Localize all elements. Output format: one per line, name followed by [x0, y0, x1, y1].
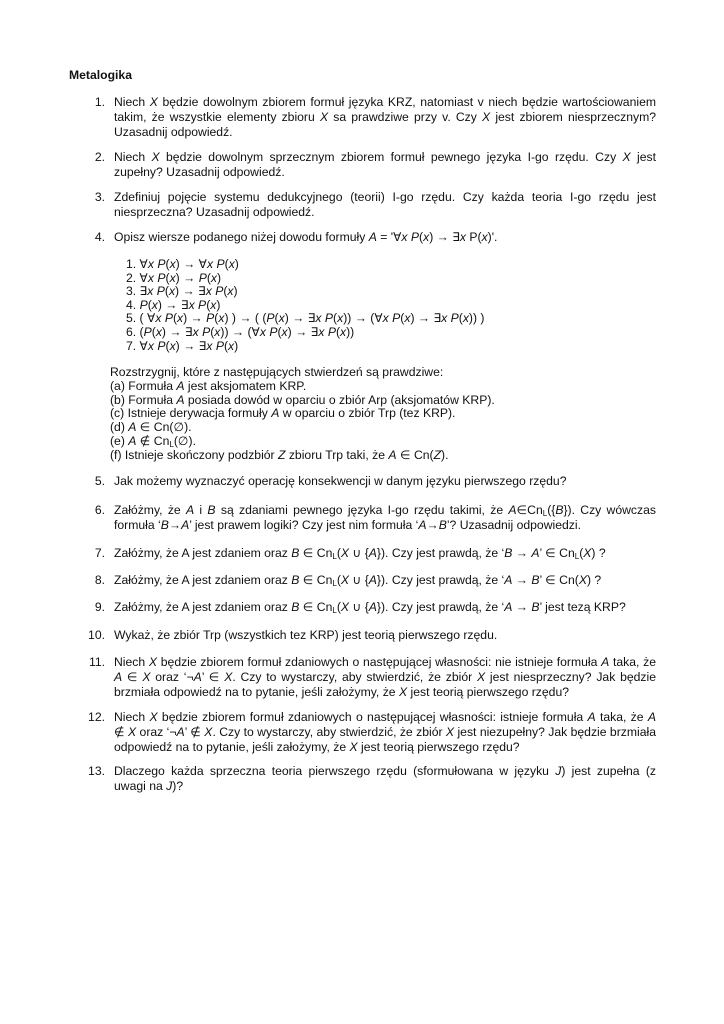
question-text: Dlaczego każda sprzeczna teoria pierwszego rzędu (sformułowana w języku J) jest zupełna (z uwagi na J)? [114, 764, 656, 794]
page-title: Metalogika [69, 68, 132, 82]
options-intro: Rozstrzygnij, które z następujących stwierdzeń są prawdziwe: [110, 365, 444, 379]
question-2 [69, 150, 656, 180]
question-text: Zdefiniuj pojęcie systemu dedukcyjnego (teorii) I-go rzędu. Czy każda teoria I-go rzędu jest niesprzeczna? Uzasadnij odpowiedź. [114, 190, 656, 220]
proof-steps [126, 258, 484, 353]
proof-step: 7. ∀x P(x) → ∃x P(x) [126, 338, 239, 353]
option-item: (c) Istnieje derywacja formuły A w oparciu o zbiór Trp (tez KRP). [110, 406, 456, 421]
question-10 [69, 628, 656, 643]
question-text: Niech X będzie dowolnym sprzecznym zbiorem formuł pewnego języka I-go rzędu. Czy X jest zupełny? Uzasadnij odpowiedź. [114, 150, 656, 180]
question-1 [69, 95, 656, 141]
question-number: 13. [88, 764, 105, 778]
question-5 [69, 474, 656, 489]
proof-step: 1. ∀x P(x) → ∀x P(x) [126, 257, 239, 271]
option-item: (e) A ∉ $Cn_L(\emptyset)$. [110, 433, 196, 449]
option-item: (d) A ∈ Cn(∅). [110, 420, 192, 435]
question-12 [69, 710, 656, 756]
question-13 [69, 764, 656, 794]
question-number: 4. [94, 230, 105, 244]
question-4 [69, 230, 656, 245]
question-number: 10. [88, 628, 105, 642]
question-number: 6. [94, 503, 105, 517]
question-text: Niech X będzie dowolnym zbiorem formuł języka KRZ, natomiast v niech będzie wartościowaniem takim, że wszystkie elementy zbioru X sa prawdziwe przy v. Czy X jest zbiorem niesprzecznym? Uzasadnij odpowiedź. [114, 95, 657, 140]
question-text: Wykaż, że zbiór Trp (wszystkich tez KRP) jest teorią pierwszego rzędu. [114, 628, 498, 642]
proof-step: 5. ( ∀x P(x) → P(x) ) → ( (P(x) → ∃x P(x)) → (∀x P(x) → ∃x P(x)) ) [126, 311, 485, 326]
question-text: Załóżmy, że A jest zdaniem oraz B ∈ $Cn_L(X$ ∪ {A}). Czy jest prawdą, że ‘A → B’ ∈ Cn(X) ? [114, 573, 602, 588]
question-number: 11. [88, 655, 105, 669]
question-text: Załóżmy, że A i B są zdaniami pewnego języka I-go rzędu takimi, że $A\in Cn_L(\{B\})$. Czy wówczas formuła ‘B→A’ jest prawem logiki? Czy jest nim formuła ‘A→B’? Uzasadnij odpowiedzi. [114, 503, 656, 533]
question-number: 3. [94, 190, 105, 204]
question-text: Załóżmy, że A jest zdaniem oraz B ∈ $Cn_L(X$ ∪ {A}). Czy jest prawdą, że ‘B → A’ ∈ $Cn_L(X)$ ? [114, 546, 606, 561]
question-number: 2. [94, 150, 105, 164]
question-number: 1. [94, 95, 105, 109]
question-number: 5. [94, 474, 105, 488]
question-text: Niech X będzie zbiorem formuł zdaniowych o następującej własności: istnieje formuła A taka, że A ∉ X oraz ‘¬A’ ∉ X. Czy to wystarczy, aby stwierdzić, że zbiór X jest niezupełny? Jak będzie brzmiała odpowiedź na to pytanie, jeśli założymy, że X jest teorią pierwszego rzędu? [114, 710, 656, 755]
question-7 [69, 546, 656, 561]
question-number: 7. [94, 546, 105, 560]
option-item: (f) Istnieje skończony podzbiór Z zbioru Trp taki, że A ∈ Cn(Z). [110, 447, 449, 462]
proof-step: 2. ∀x P(x) → P(x) [126, 270, 222, 285]
proof-step: 6. (P(x) → ∃x P(x)) → (∀x P(x) → ∃x P(x)) [126, 324, 355, 339]
proof-step: 3. ∃x P(x) → ∃x P(x) [126, 284, 238, 299]
question-text: Załóżmy, że A jest zdaniem oraz B ∈ $Cn_L(X$ ∪ {A}). Czy jest prawdą, że ‘A → B’ jest tezą KRP? [114, 600, 626, 615]
proof-step: 4. P(x) → ∃x P(x) [126, 297, 221, 312]
question-11 [69, 655, 656, 701]
statement-options [110, 366, 495, 463]
option-item: (b) Formuła A posiada dowód w oparciu o zbiór Arp (aksjomatów KRP). [110, 392, 495, 407]
question-number: 12. [88, 710, 105, 724]
question-text: Jak możemy wyznaczyć operację konsekwencji w danym języku pierwszego rzędu? [114, 474, 567, 488]
question-3 [69, 190, 656, 220]
question-number: 9. [94, 600, 105, 614]
question-number: 8. [94, 573, 105, 587]
question-text: Niech X będzie zbiorem formuł zdaniowych o następującej własności: nie istnieje formuła A taka, że A ∈ X oraz ‘¬A’ ∈ X. Czy to wystarczy, aby stwierdzić, że zbiór X jest niesprzeczny? Jak będzie brzmiała odpowiedź na to pytanie, jeśli założymy, że X jest teorią pierwszego rzędu? [114, 655, 657, 700]
option-item: (a) Formuła A jest aksjomatem KRP. [110, 378, 307, 393]
question-text: Opisz wiersze podanego niżej dowodu formuły A = '∀x P(x) → ∃x P(x)'. [114, 230, 498, 244]
question-6 [69, 503, 656, 533]
question-8 [69, 573, 656, 588]
question-9 [69, 600, 656, 615]
